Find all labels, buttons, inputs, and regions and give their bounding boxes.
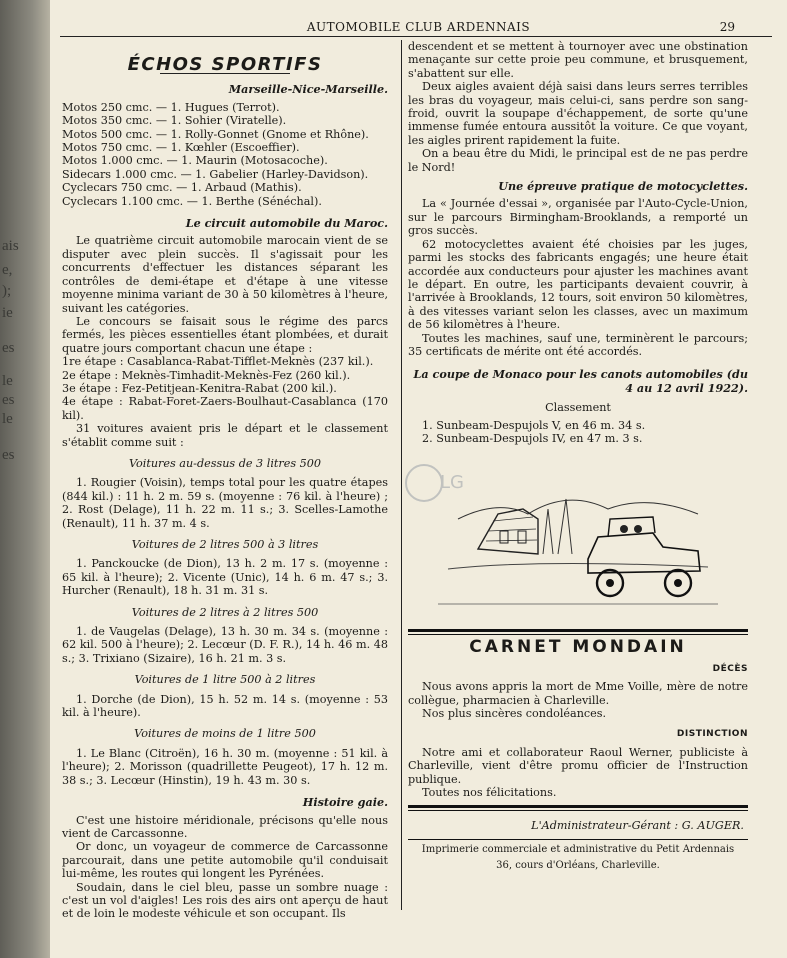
etape-line: 4e étape : Rabat-Foret-Zaers-Boulhaut-Casablanca (170 kil). xyxy=(62,395,388,422)
imprint-rule xyxy=(408,839,748,840)
category-result: 1. Rougier (Voisin), temps total pour les quatre étapes (844 kil.) : 11 h. 2 m. 59 s. (moyenne : 76 kil. à l'heure) ; 2. Rost (Delage), 11 h. 22 m. 11 s.; 3. Scelles-Lamothe (Renault), 11 h. 37 m. 4 s. xyxy=(62,476,388,530)
spine-fragment: ie xyxy=(2,305,13,321)
section-title-echos: ÉCHOS SPORTIFS xyxy=(127,54,323,75)
category-heading: Voitures au-dessus de 3 litres 500 xyxy=(128,456,322,470)
right-column xyxy=(408,40,748,872)
paragraph: descendent et se mettent à tournoyer avec une obstination menaçante sur cette proie peu commune, et brusquement, s'abattent sur elle. xyxy=(408,40,748,80)
result-line: Motos 1.000 cmc. — 1. Maurin (Motosacoche). xyxy=(62,154,328,168)
result-line: Cyclecars 750 cmc. — 1. Arbaud (Mathis). xyxy=(62,181,302,195)
heading-monaco: La coupe de Monaco pour les canots automobiles (du 4 au 12 avril 1922). xyxy=(413,367,748,395)
heading-deces: DÉCÈS xyxy=(712,663,748,674)
paragraph: Le concours se faisait sous le régime des parcs fermés, les pièces essentielles étant plombées, et durait quatre jours comportant chacun une étape : xyxy=(62,314,388,355)
header-rule xyxy=(60,36,772,37)
spine-fragment: le xyxy=(2,373,13,389)
paragraph: Toutes nos félicitations. xyxy=(422,786,557,800)
spine-fragment: le xyxy=(2,411,13,427)
imprint-line-1: Imprimerie commerciale et administrative du Petit Ardennais xyxy=(421,843,735,855)
spine-fragment: ais xyxy=(2,238,19,254)
result-line: Cyclecars 1.100 cmc. — 1. Berthe (Sénéchal). xyxy=(62,194,322,208)
running-head xyxy=(50,12,787,32)
category-result: 1. de Vaugelas (Delage), 13 h. 30 m. 34 s. (moyenne : 62 kil. 500 à l'heure); 2. Lecœur (D. F. R.), 14 h. 46 m. 48 s.; 3. Trixiano (Sizaire), 16 h. 21 m. 3 s. xyxy=(62,625,388,665)
category-heading: Voitures de 1 litre 500 à 2 litres xyxy=(134,673,316,687)
paragraph: Nous avons appris la mort de Mme Voille, mère de notre collègue, pharmacien à Charleville. xyxy=(408,680,748,707)
result-line: Motos 350 cmc. — 1. Sohier (Viratelle). xyxy=(62,114,287,128)
category-result: 1. Le Blanc (Citroën), 16 h. 30 m. (moyenne : 51 kil. à l'heure); 2. Morisson (quadrillette Peugeot), 17 h. 12 m. 38 s.; 3. Lecœur (Hinstin), 19 h. 43 m. 30 s. xyxy=(62,746,388,787)
paragraph: Or donc, un voyageur de commerce de Carcassonne parcourait, dans une petite automobile qu'il conduisait lui-même, les routes qui longent les Pyrénées. xyxy=(62,840,388,881)
spine-fragment: e, xyxy=(2,262,13,278)
imprint-line-2: 36, cours d'Orléans, Charleville. xyxy=(496,859,660,871)
gerant-signature: L'Administrateur-Gérant : G. AUGER. xyxy=(531,819,744,833)
paragraph: Notre ami et collaborateur Raoul Werner, publiciste à Charleville, vient d'être promu officier de l'Instruction publique. xyxy=(408,745,748,786)
touring-car-illustration xyxy=(438,459,718,619)
paragraph: 31 voitures avaient pris le départ et le classement s'établit comme suit : xyxy=(62,422,388,449)
running-head-title: AUTOMOBILE CLUB ARDENNAIS xyxy=(306,20,531,34)
footer-rule-thin xyxy=(408,810,748,811)
section-rule-thick xyxy=(408,629,748,632)
stamp-text: LG xyxy=(440,472,464,493)
left-column xyxy=(62,48,388,921)
paragraph: Le quatrième circuit automobile marocain vient de se disputer avec plein succès. Il s'agissait pour les concurrents d'effectuer les distances séparant les contrôles de demi-étape et d'étape à une vitesse moyenne minima variant de 30 à 50 kilomètres à l'heure, suivant les catégories. xyxy=(62,234,388,315)
result-line: Sidecars 1.000 cmc. — 1. Gabelier (Harley-Davidson). xyxy=(62,167,369,181)
etapes-list xyxy=(62,355,388,422)
result-line: 1. Sunbeam-Despujols V, en 46 m. 34 s. xyxy=(422,418,646,432)
category-heading: Voitures de 2 litres 500 à 3 litres xyxy=(131,538,319,551)
result-line: Motos 500 cmc. — 1. Rolly-Gonnet (Gnome et Rhône). xyxy=(62,127,369,141)
etape-line: 1re étape : Casablanca-Rabat-Tifflet-Meknès (237 kil.). xyxy=(62,355,374,369)
category-result: 1. Dorche (de Dion), 15 h. 52 m. 14 s. (moyenne : 53 kil. à l'heure). xyxy=(62,692,388,720)
category-heading: Voitures de moins de 1 litre 500 xyxy=(134,727,316,741)
category-heading: Voitures de 2 litres à 2 litres 500 xyxy=(131,605,319,619)
result-line: 2. Sunbeam-Despujols IV, en 47 m. 3 s. xyxy=(422,431,643,445)
paragraph: Soudain, dans le ciel bleu, passe un sombre nuage : c'est un vol d'aigles! Les rois des airs ont aperçu de haut et de loin le modeste véhicule et son occupant. Ils xyxy=(62,880,388,921)
spine-fragment: es xyxy=(2,340,15,356)
paragraph: La « Journée d'essai », organisée par l'Auto-Cycle-Union, sur le parcours Birmingham-Brooklands, a remporté un gros succès. xyxy=(408,197,748,238)
paragraph: 62 motocyclettes avaient été choisies par les juges, parmi les stocks des fabricants engagés; une heure était accordée aux conducteurs pour ajuster les machines avant le départ. En outre, les participants devaient couvrir, à l'arrivée à Brooklands, 12 tours, soit environ 50 kilomètres, à des vitesses variant selon les classes, avec un maximum de 56 kilomètres à l'heure. xyxy=(408,237,748,332)
paragraph: Deux aigles avaient déjà saisi dans leurs serres terribles les bras du voyageur, mais celui-ci, sans perdre son sang-froid, ouvrit la soupape d'échappement, de sorte qu'une immense fumée entoura aussitôt la voiture. Ce que voyant, les aigles prirent rapidement la fuite. xyxy=(408,80,748,147)
category-result: 1. Panckoucke (de Dion), 13 h. 2 m. 17 s. (moyenne : 65 kil. à l'heure); 2. Vicente (Unic), 14 h. 6 m. 47 s.; 3. Hurcher (Renault), 18 h. 31 m. 31 s. xyxy=(62,557,388,598)
spine-fragment: ); xyxy=(2,283,12,299)
paragraph: Toutes les machines, sauf une, terminèrent le parcours; 35 certificats de mérite ont été accordés. xyxy=(408,331,748,358)
heading-histoire-gaie: Histoire gaie. xyxy=(302,795,388,810)
heading-maroc: Le circuit automobile du Maroc. xyxy=(185,216,388,231)
section-rule-thin xyxy=(408,634,748,635)
classement-label: Classement xyxy=(545,401,611,415)
magazine-page xyxy=(50,0,787,958)
result-line: Motos 250 cmc. — 1. Hugues (Terrot). xyxy=(62,100,280,114)
etape-line: 2e étape : Meknès-Timhadit-Meknès-Fez (260 kil.). xyxy=(62,368,351,382)
paragraph: On a beau être du Midi, le principal est de ne pas perdre le Nord! xyxy=(408,147,748,174)
spine-fragment: es xyxy=(2,447,15,463)
page-number: 29 xyxy=(719,20,735,34)
monaco-results xyxy=(408,419,748,446)
marseille-results xyxy=(62,101,388,208)
heading-epreuve: Une épreuve pratique de motocyclettes. xyxy=(498,179,748,194)
paragraph: Nos plus sincères condoléances. xyxy=(422,707,607,720)
etape-line: 3e étape : Fez-Petitjean-Kenitra-Rabat (200 kil.). xyxy=(62,381,337,395)
result-line: Motos 750 cmc. — 1. Kœhler (Escoeffier). xyxy=(62,141,300,155)
paragraph: C'est une histoire méridionale, précisons qu'elle nous vient de Carcassonne. xyxy=(62,813,388,840)
heading-distinction: DISTINCTION xyxy=(676,729,748,740)
heading-marseille: Marseille-Nice-Marseille. xyxy=(228,82,388,97)
spine-fragment: es xyxy=(2,392,15,408)
footer-rule-thick xyxy=(408,805,748,808)
section-title-carnet: CARNET MONDAIN xyxy=(469,637,687,658)
